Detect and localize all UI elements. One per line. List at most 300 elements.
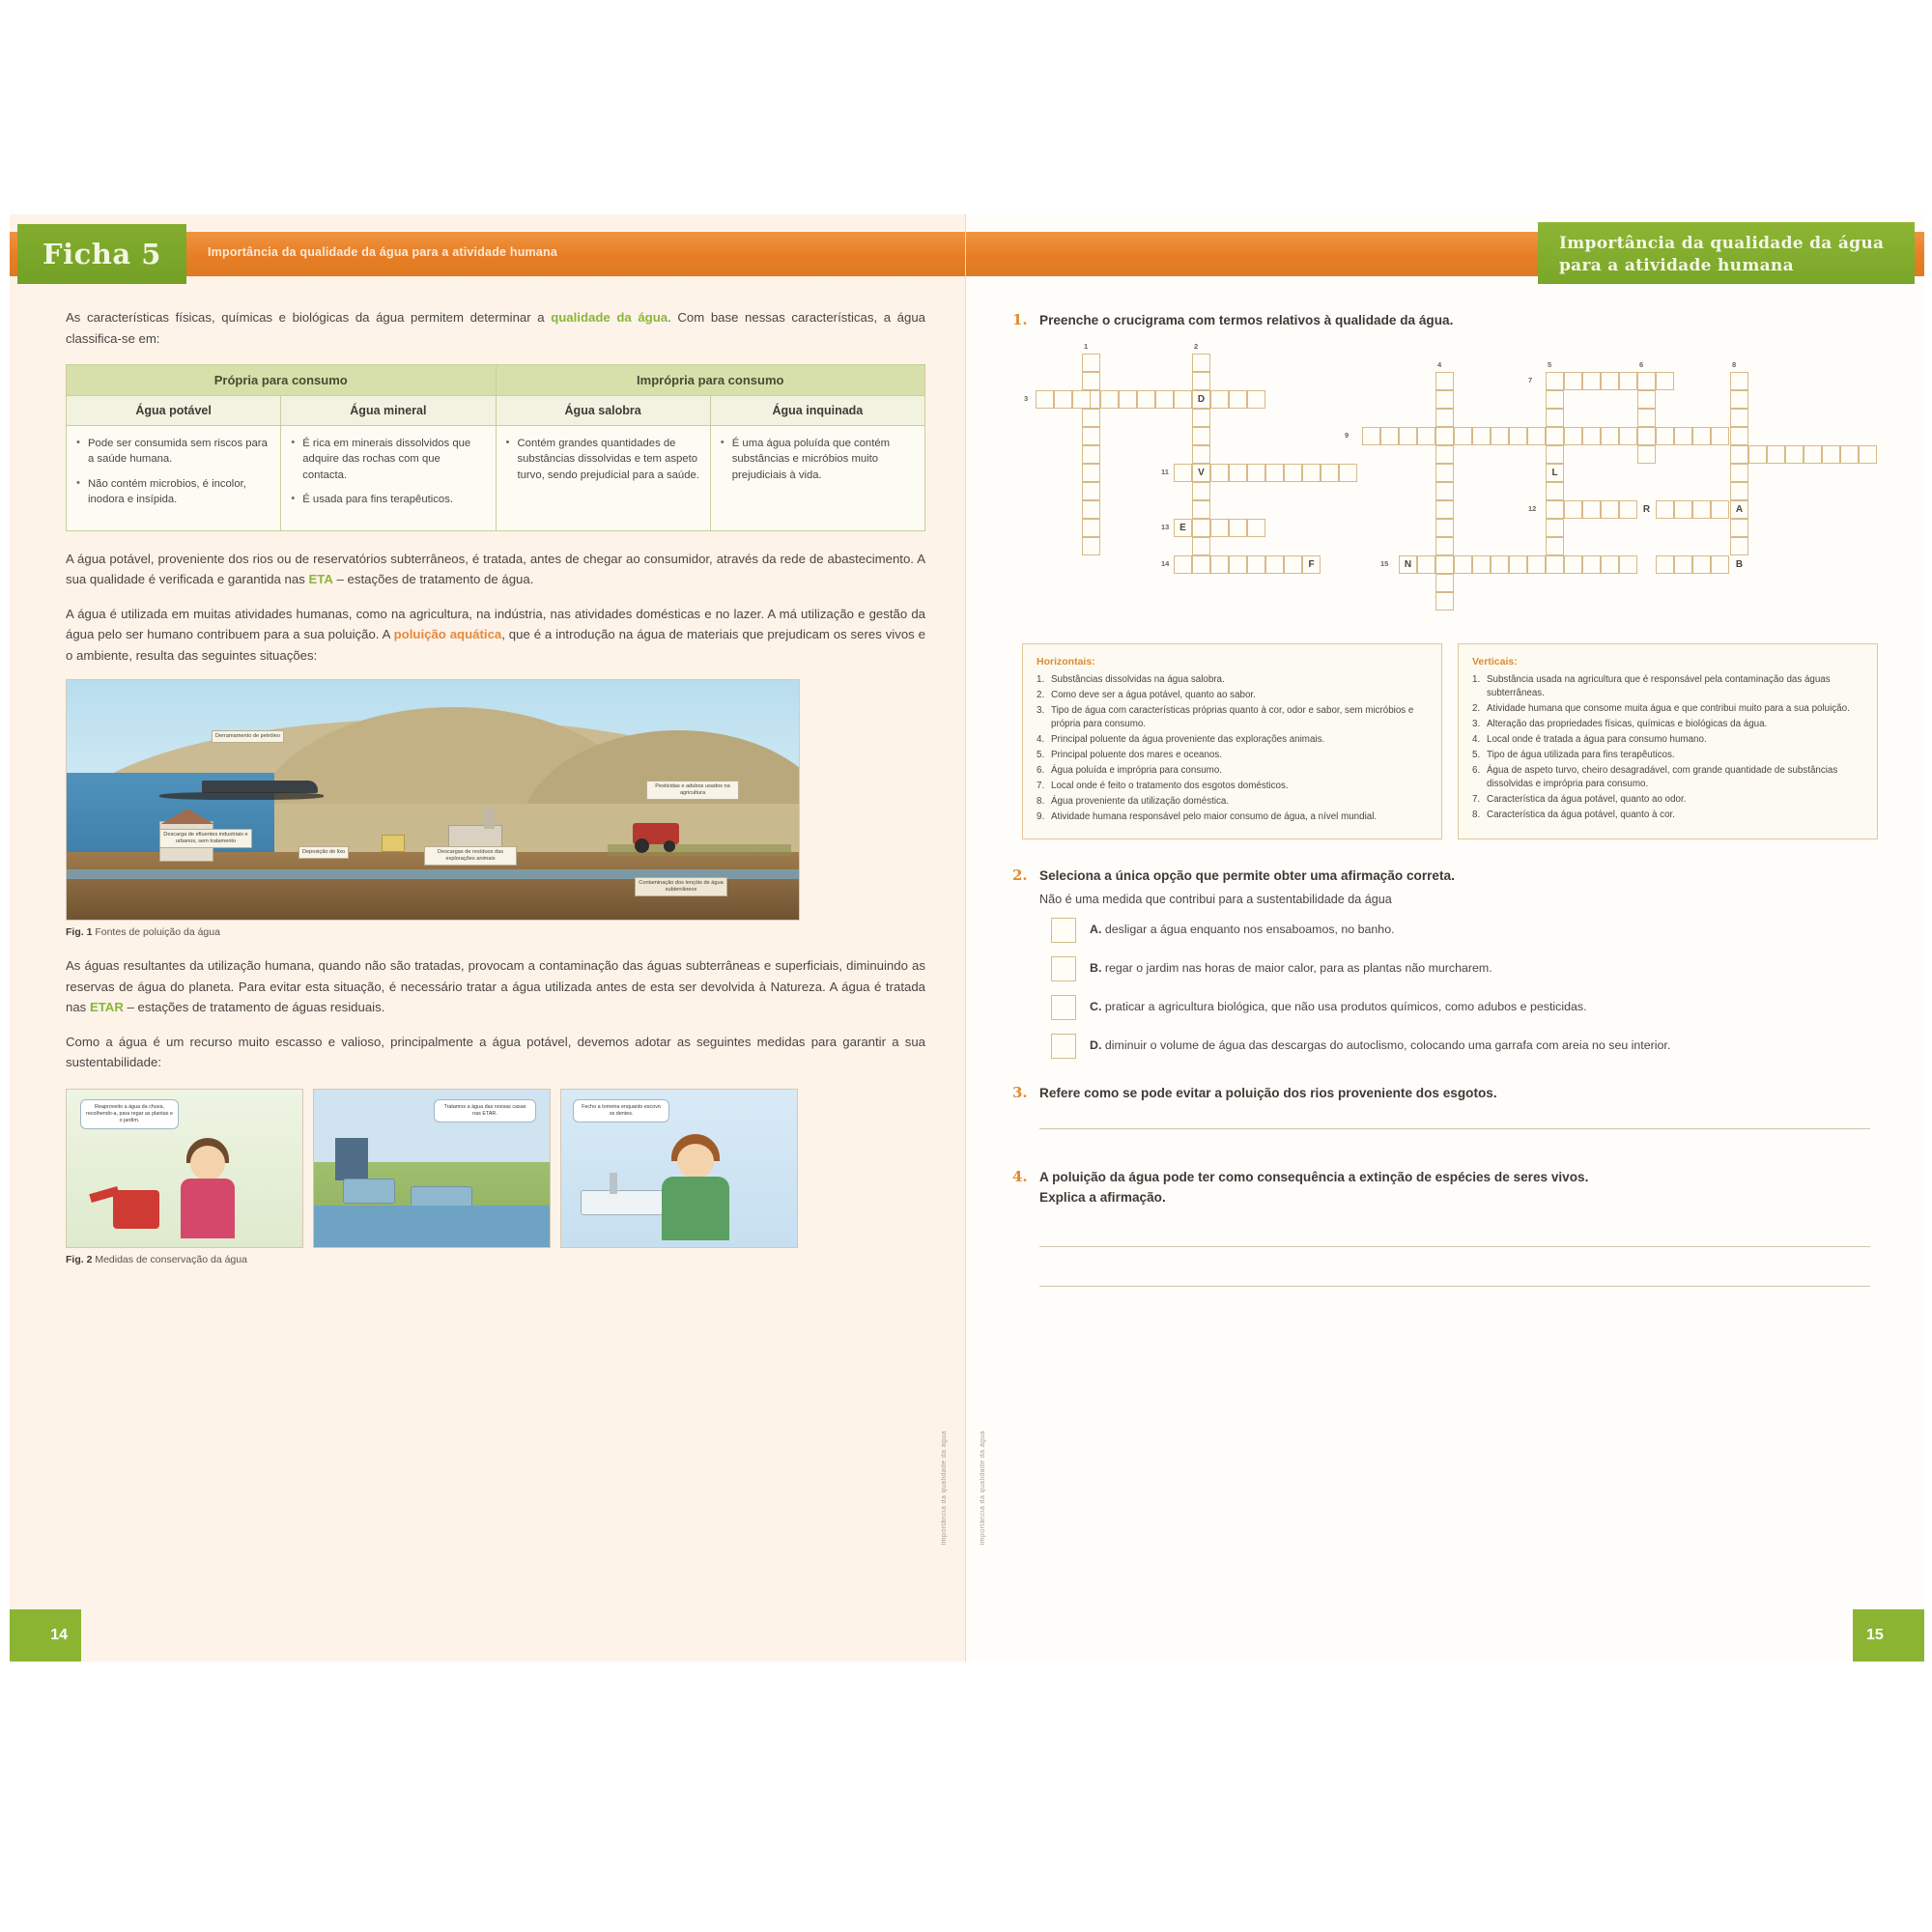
- crossword-cell[interactable]: [1546, 482, 1564, 500]
- bubble-toothbrush: Fecho a torneira enquanto escovo os dentes.: [573, 1099, 669, 1122]
- para3-highlight-poluicao: poluição aquática: [393, 627, 502, 642]
- crossword-cell[interactable]: [1582, 555, 1601, 574]
- horizontal-clue-list: [1037, 673, 1428, 823]
- clue-item: Alteração das propriedades físicas, químicas e biológicas da água.: [1487, 719, 1768, 730]
- crossword-cell[interactable]: [1730, 464, 1748, 482]
- option-a-row[interactable]: [1051, 918, 1882, 943]
- crossword-cell[interactable]: [1082, 519, 1100, 537]
- etar-tank-2-icon: [411, 1186, 472, 1208]
- crossword-cell[interactable]: [1840, 445, 1859, 464]
- figure-2-conservation-panels: [66, 1089, 800, 1248]
- right-title-line-2: para a atividade humana: [1559, 255, 1794, 275]
- crossword-cell[interactable]: [1192, 409, 1210, 427]
- crossword-cell[interactable]: [1546, 555, 1564, 574]
- crossword-cell[interactable]: [1601, 372, 1619, 390]
- crossword-cell[interactable]: [1399, 427, 1417, 445]
- crossword-cell[interactable]: [1192, 519, 1210, 537]
- clue-item: Substância usada na agricultura que é responsável pela contaminação das águas subterrâneas.: [1487, 674, 1831, 699]
- crossword-cell[interactable]: [1564, 500, 1582, 519]
- cell-mineral-item: • É usada para fins terapêuticos.: [291, 492, 485, 507]
- crossword-cell[interactable]: [1247, 464, 1265, 482]
- crossword-cell[interactable]: [1730, 409, 1748, 427]
- crossword-cell[interactable]: [1656, 555, 1674, 574]
- clue-item: Principal poluente da água proveniente das explorações animais.: [1051, 734, 1325, 746]
- option-a-checkbox[interactable]: [1051, 918, 1076, 943]
- crossword-cell[interactable]: [1546, 500, 1564, 519]
- vertical-clues-title: Verticais:: [1472, 656, 1518, 668]
- crossword-cell[interactable]: [1711, 500, 1729, 519]
- fig1-label-pesticides: Pesticidas e adubos usados na agricultura: [646, 781, 739, 800]
- crossword-clues: [1022, 643, 1882, 839]
- option-d-label: [1090, 1034, 1670, 1055]
- waste-tank-icon: [382, 835, 405, 852]
- crossword-cell[interactable]: [1546, 464, 1564, 482]
- question-4-answer-line-2[interactable]: [1039, 1286, 1870, 1287]
- crossword-cell[interactable]: [1247, 519, 1265, 537]
- para3-part1: A água é utilizada em muitas atividades humanas, como na agricultura, na indústria, nas atividades domésticas e no lazer. A má utilização e gestão da água pelo ser humano contribuem para a sua poluição. A: [66, 606, 925, 642]
- cell-inquinada-item: • É uma água poluída que contém substâncias e micróbios muito prejudiciais à vida.: [721, 436, 915, 483]
- ficha-label: Ficha 5: [43, 238, 161, 270]
- right-page: [966, 214, 1924, 1662]
- vertical-clue-list: [1472, 673, 1863, 821]
- table-body-row: [67, 426, 925, 531]
- paragraph-sustentabilidade: Como a água é um recurso muito escasso e valioso, principalmente a água potável, devemos adotar as seguintes medidas para garantir a sua sustentabilidade:: [66, 1034, 925, 1070]
- crossword-cell[interactable]: [1674, 427, 1692, 445]
- crossword-cell[interactable]: [1082, 537, 1100, 555]
- question-2-number: 2.: [1012, 867, 1028, 885]
- crossword-cell[interactable]: [1582, 372, 1601, 390]
- crossword-cell[interactable]: [1174, 464, 1192, 482]
- clue-item: Local onde é tratada a água para consumo humano.: [1487, 734, 1707, 746]
- paragraph-etar: [66, 955, 925, 1018]
- crossword-cell[interactable]: [1435, 409, 1454, 427]
- clue-item: Tipo de água com características próprias quanto à cor, odor e sabor, sem micróbios e própria para consumo.: [1051, 705, 1414, 730]
- right-page-content: [1012, 311, 1882, 1287]
- question-4-line-1: A poluição da água pode ter como consequência a extinção de espécies de seres vivos.: [1039, 1170, 1589, 1185]
- crossword-cell[interactable]: [1229, 390, 1247, 409]
- crossword-cell[interactable]: [1435, 445, 1454, 464]
- crossword-cell[interactable]: [1674, 555, 1692, 574]
- question-4-number: 4.: [1012, 1168, 1028, 1186]
- crossword-cell[interactable]: [1155, 390, 1174, 409]
- crossword-cell[interactable]: [1656, 372, 1674, 390]
- horizontal-clues-box: [1022, 643, 1442, 839]
- crossword-cell[interactable]: [1119, 390, 1137, 409]
- option-d-text: diminuir o volume de água das descargas do autoclismo, colocando uma garrafa com areia no seu interior.: [1104, 1037, 1671, 1052]
- crossword-cell[interactable]: [1417, 555, 1435, 574]
- para4-highlight-etar: ETAR: [89, 1000, 124, 1015]
- crossword-cell[interactable]: [1082, 409, 1100, 427]
- option-d-row[interactable]: [1051, 1034, 1882, 1059]
- question-3: [1012, 1084, 1882, 1103]
- crossword-cell[interactable]: [1082, 354, 1100, 372]
- question-4-text: [1039, 1168, 1588, 1208]
- crossword-cell[interactable]: [1174, 390, 1192, 409]
- fig2-cap-bold: Fig. 2: [66, 1253, 93, 1265]
- paragraph-eta: [66, 549, 925, 590]
- question-4-answer-line-1[interactable]: [1039, 1246, 1870, 1247]
- crossword-cell[interactable]: [1564, 372, 1582, 390]
- fig1-label-effluents: Descarga de efluentes industriais e urbanos, sem tratamento: [159, 829, 252, 848]
- cell-potavel: [67, 426, 281, 531]
- intro-highlight: qualidade da água: [551, 310, 668, 325]
- clue-item: Água proveniente da utilização doméstica.: [1051, 795, 1230, 807]
- option-a-text: desligar a água enquanto nos ensaboamos, no banho.: [1104, 922, 1395, 936]
- para4-part2: – estações de tratamento de águas residuais.: [123, 1000, 385, 1015]
- clue-item: Principal poluente dos mares e oceanos.: [1051, 749, 1222, 760]
- crossword-cell[interactable]: [1362, 427, 1380, 445]
- crossword-cell[interactable]: [1582, 427, 1601, 445]
- crossword-cell[interactable]: [1509, 555, 1527, 574]
- col-header-potavel: Água potável: [67, 396, 281, 426]
- group-header-impropria: Imprópria para consumo: [496, 365, 925, 396]
- question-1-number: 1.: [1012, 311, 1028, 328]
- table-group-header-row: [67, 365, 925, 396]
- crossword-cell[interactable]: [1656, 500, 1674, 519]
- crossword-cell[interactable]: [1637, 372, 1656, 390]
- crossword-cell[interactable]: [1822, 445, 1840, 464]
- crossword-cell[interactable]: [1637, 390, 1656, 409]
- crossword-cell[interactable]: [1785, 445, 1804, 464]
- crossword-cell[interactable]: [1637, 427, 1656, 445]
- crossword-cell[interactable]: [1435, 482, 1454, 500]
- crossword-cell[interactable]: [1527, 555, 1546, 574]
- crossword-cell[interactable]: [1546, 372, 1564, 390]
- crossword-cell[interactable]: [1284, 464, 1302, 482]
- cell-mineral-item: • É rica em minerais dissolvidos que adquire das rochas com que contacta.: [291, 436, 485, 483]
- crossword-cell[interactable]: [1210, 390, 1229, 409]
- fig1-label-animal-waste: Descargas de resíduos das explorações animais: [424, 846, 517, 866]
- option-d-checkbox[interactable]: [1051, 1034, 1076, 1059]
- clue-item: Atividade humana responsável pelo maior consumo de água, a nível mundial.: [1051, 810, 1378, 822]
- crossword-cell[interactable]: [1192, 464, 1210, 482]
- crossword-cell[interactable]: [1692, 555, 1711, 574]
- sink-icon: [581, 1190, 673, 1215]
- crossword-cell[interactable]: [1472, 427, 1491, 445]
- crossword-cell[interactable]: [1192, 354, 1210, 372]
- crossword-cell[interactable]: [1582, 500, 1601, 519]
- ficha-badge: [17, 224, 186, 284]
- two-page-spread: [10, 214, 1924, 1662]
- crossword-cell[interactable]: [1509, 427, 1527, 445]
- crossword-cell[interactable]: [1546, 519, 1564, 537]
- question-4-line-2: Explica a afirmação.: [1039, 1189, 1166, 1205]
- crossword-grid[interactable]: 1 2 3 D 4 5 6 7 8 9 11 V 12 R 13 E 14 F 15 N B L A: [1030, 344, 1880, 634]
- crossword-cell[interactable]: [1730, 519, 1748, 537]
- figure-1-caption: [66, 926, 925, 938]
- crossword-cell[interactable]: [1730, 445, 1748, 464]
- cell-mineral: [281, 426, 496, 531]
- group-header-propria: Própria para consumo: [67, 365, 497, 396]
- para3-part2: , que é a introdução na água de materiais que prejudicam os seres vivos e o ambiente, resulta das seguintes situações:: [66, 627, 925, 663]
- crossword-cell[interactable]: [1192, 427, 1210, 445]
- crossword-cell[interactable]: [1435, 500, 1454, 519]
- question-1-text: Preenche o crucigrama com termos relativos à qualidade da água.: [1039, 313, 1454, 327]
- crossword-cell[interactable]: [1284, 555, 1302, 574]
- page-number-left: 14: [10, 1609, 81, 1662]
- crossword-cell[interactable]: [1601, 427, 1619, 445]
- etar-tank-1-icon: [343, 1179, 395, 1204]
- crossword-cell[interactable]: [1054, 390, 1072, 409]
- crossword-cell[interactable]: [1767, 445, 1785, 464]
- crossword-cell[interactable]: [1546, 390, 1564, 409]
- girl-body: [181, 1179, 235, 1238]
- crossword-cell[interactable]: [1082, 445, 1100, 464]
- crossword-cell[interactable]: [1229, 555, 1247, 574]
- crossword-prefilled-letter: V: [1198, 468, 1205, 479]
- crossword-cell[interactable]: [1859, 445, 1877, 464]
- crossword-cell[interactable]: [1546, 427, 1564, 445]
- crossword-cell[interactable]: [1619, 555, 1637, 574]
- crossword-cell[interactable]: [1692, 427, 1711, 445]
- crossword-cell[interactable]: [1302, 555, 1321, 574]
- question-1: [1012, 311, 1882, 330]
- left-side-credit: Importância da qualidade da água: [941, 1431, 948, 1546]
- crossword-cell[interactable]: [1082, 372, 1100, 390]
- watering-can-icon: [113, 1190, 159, 1229]
- para2-part1: A água potável, proveniente dos rios ou de reservatórios subterrâneos, é tratada, antes de chegar ao consumidor, através da rede de abastecimento. A sua qualidade é verificada e garantida nas: [66, 551, 925, 587]
- crossword-cell[interactable]: [1601, 500, 1619, 519]
- para2-highlight-eta: ETA: [308, 572, 333, 587]
- para2-part2: – estações de tratamento de água.: [332, 572, 534, 587]
- panel-toothbrush: [560, 1089, 798, 1248]
- fig1-label-groundwater: Contaminação dos lençóis de água subterrâneos: [635, 877, 727, 896]
- intro-part2: . Com base nessas características, a água classifica-se em:: [66, 310, 925, 346]
- crossword-cell[interactable]: [1527, 427, 1546, 445]
- crossword-cell[interactable]: [1435, 519, 1454, 537]
- crossword-cell[interactable]: [1192, 445, 1210, 464]
- crossword-prefilled-letter: N: [1404, 559, 1412, 571]
- question-4: [1012, 1168, 1882, 1208]
- option-c-letter: C.: [1090, 999, 1102, 1013]
- crossword-prefilled-letter: F: [1308, 559, 1315, 571]
- crossword-cell[interactable]: [1321, 464, 1339, 482]
- fig1-cap-text: Fontes de poluição da água: [92, 926, 220, 939]
- crossword-prefilled-letter: A: [1735, 504, 1744, 516]
- crossword-prefilled-letter: R: [1642, 504, 1651, 516]
- cell-potavel-item: • Pode ser consumida sem riscos para a saúde humana.: [76, 436, 270, 468]
- left-page: [10, 214, 966, 1662]
- clue-item: Tipo de água utilizada para fins terapêuticos.: [1487, 749, 1675, 760]
- crossword-cell[interactable]: [1435, 464, 1454, 482]
- right-header-title: [1538, 222, 1915, 284]
- panel-etar: [313, 1089, 551, 1248]
- option-c-label: [1090, 995, 1587, 1016]
- crossword-cell[interactable]: [1192, 555, 1210, 574]
- bubble-rainwater: Reaproveito a água da chuva, recolhendo-a, para regar as plantas e o jardim.: [80, 1099, 179, 1129]
- question-3-number: 3.: [1012, 1083, 1028, 1101]
- crossword-cell[interactable]: [1174, 555, 1192, 574]
- clue-item: Água poluída e imprópria para consumo.: [1051, 764, 1222, 776]
- table-column-header-row: [67, 396, 925, 426]
- option-a-label: [1090, 918, 1395, 939]
- crossword-cell[interactable]: [1711, 427, 1729, 445]
- cell-inquinada: [710, 426, 924, 531]
- crossword-cell[interactable]: [1435, 390, 1454, 409]
- clue-item: Substâncias dissolvidas na água salobra.: [1051, 674, 1225, 686]
- crossword-cell[interactable]: [1546, 409, 1564, 427]
- crossword-cell[interactable]: [1082, 464, 1100, 482]
- figure-2-caption: [66, 1254, 925, 1265]
- boy-head: [677, 1144, 714, 1179]
- crossword-cell[interactable]: [1730, 537, 1748, 555]
- option-b-text: regar o jardim nas horas de maior calor, para as plantas não murcharem.: [1104, 960, 1492, 975]
- clue-item: Água de aspeto turvo, cheiro desagradável, com grande quantidade de substâncias dissolvidas e imprópria para consumo.: [1487, 764, 1838, 789]
- crossword-cell[interactable]: [1637, 445, 1656, 464]
- col-header-inquinada: Água inquinada: [710, 396, 924, 426]
- crossword-cell[interactable]: [1730, 482, 1748, 500]
- col-header-salobra: Água salobra: [496, 396, 710, 426]
- option-c-row[interactable]: [1051, 995, 1882, 1020]
- crossword-cell[interactable]: [1454, 555, 1472, 574]
- crossword-cell[interactable]: [1210, 555, 1229, 574]
- crossword-cell[interactable]: [1546, 445, 1564, 464]
- crossword-cell[interactable]: [1711, 555, 1729, 574]
- crossword-cell[interactable]: [1192, 537, 1210, 555]
- crossword-prefilled-letter: B: [1735, 559, 1744, 571]
- water-classification-table: [66, 364, 925, 531]
- crossword-cell[interactable]: [1082, 427, 1100, 445]
- crossword-cell[interactable]: [1339, 464, 1357, 482]
- crossword-cell[interactable]: [1192, 390, 1210, 409]
- fig2-cap-text: Medidas de conservação da água: [92, 1253, 247, 1265]
- crossword-cell[interactable]: [1302, 464, 1321, 482]
- crossword-cell[interactable]: [1435, 592, 1454, 611]
- crossword-cell[interactable]: [1247, 555, 1265, 574]
- cell-salobra-item: • Contém grandes quantidades de substâncias dissolvidas e tem aspeto turvo, sendo prejudicial para a saúde.: [506, 436, 700, 483]
- option-b-letter: B.: [1090, 960, 1102, 975]
- bubble-etar: Tratamos a água das nossas casas nas ETAR.: [434, 1099, 536, 1122]
- question-2-subtext: Não é uma medida que contribui para a sustentabilidade da água: [1039, 892, 1392, 906]
- para4-part1: As águas resultantes da utilização humana, quando não são tratadas, provocam a contaminação das águas subterrâneas e superficiais, diminuindo as reservas de água do planeta. Para evitar esta situação, é necessário tratar a água utilizada antes de esta ser devolvida à Natureza. A água é tratada nas: [66, 958, 925, 1015]
- crossword-cell[interactable]: [1229, 519, 1247, 537]
- crossword-cell[interactable]: [1380, 427, 1399, 445]
- crossword-cell[interactable]: [1804, 445, 1822, 464]
- figure-1-pollution-landscape: [66, 679, 800, 921]
- boy-body: [662, 1177, 729, 1240]
- crossword-cell[interactable]: [1192, 500, 1210, 519]
- crossword-cell[interactable]: [1491, 555, 1509, 574]
- crossword-cell[interactable]: [1601, 555, 1619, 574]
- crossword-cell[interactable]: [1100, 390, 1119, 409]
- option-d-letter: D.: [1090, 1037, 1102, 1052]
- tractor-wheel-front: [664, 840, 675, 852]
- cell-potavel-item: • Não contém microbios, é incolor, inodora e insípida.: [76, 476, 270, 508]
- fig1-label-oil: Derramamento de petróleo: [212, 730, 284, 743]
- option-b-row[interactable]: [1051, 956, 1882, 981]
- crossword-cell[interactable]: [1210, 519, 1229, 537]
- crossword-cell[interactable]: [1417, 427, 1435, 445]
- option-c-text: praticar a agricultura biológica, que não usa produtos químicos, como adubos e pesticidas.: [1104, 999, 1587, 1013]
- crossword-cell[interactable]: [1472, 555, 1491, 574]
- crossword-cell[interactable]: [1082, 500, 1100, 519]
- crossword-cell[interactable]: [1748, 445, 1767, 464]
- crossword-cell[interactable]: [1546, 537, 1564, 555]
- ficha-subtitle: Importância da qualidade da água para a atividade humana: [208, 245, 557, 259]
- crossword-prefilled-letter: D: [1197, 394, 1206, 406]
- girl-head: [190, 1146, 225, 1180]
- factory-chimney-icon: [484, 808, 495, 829]
- question-2-text: Seleciona a única opção que permite obter uma afirmação correta.: [1039, 868, 1455, 884]
- cell-salobra: [496, 426, 710, 531]
- oil-slick: [159, 792, 324, 800]
- crossword-cell[interactable]: [1265, 464, 1284, 482]
- crossword-cell[interactable]: [1229, 464, 1247, 482]
- fig1-label-garbage: Deposição de lixo: [298, 846, 349, 859]
- crossword-cell[interactable]: [1036, 390, 1054, 409]
- crossword-cell[interactable]: [1454, 427, 1472, 445]
- question-2: [1012, 867, 1882, 886]
- crossword-cell[interactable]: [1730, 390, 1748, 409]
- right-side-credit: Importância da qualidade da água: [980, 1431, 986, 1546]
- crossword-cell[interactable]: [1137, 390, 1155, 409]
- crossword-cell[interactable]: [1210, 464, 1229, 482]
- vertical-clues-box: [1458, 643, 1878, 839]
- crossword-cell[interactable]: [1730, 427, 1748, 445]
- question-3-answer-line[interactable]: [1039, 1128, 1870, 1129]
- crossword-cell[interactable]: [1082, 482, 1100, 500]
- crossword-cell[interactable]: [1656, 427, 1674, 445]
- crossword-cell[interactable]: [1491, 427, 1509, 445]
- clue-item: Característica da água potável, quanto ao odor.: [1487, 793, 1687, 805]
- intro-paragraph: [66, 307, 925, 349]
- crossword-cell[interactable]: [1435, 574, 1454, 592]
- option-c-checkbox[interactable]: [1051, 995, 1076, 1020]
- right-title-line-1: Importância da qualidade da água: [1559, 234, 1885, 253]
- crossword-cell[interactable]: [1730, 500, 1748, 519]
- option-b-checkbox[interactable]: [1051, 956, 1076, 981]
- clue-item: Característica da água potável, quanto à cor.: [1487, 809, 1675, 820]
- option-b-label: [1090, 956, 1492, 978]
- panel-rainwater: [66, 1089, 303, 1248]
- crossword-cell[interactable]: [1692, 500, 1711, 519]
- fig1-cap-bold: Fig. 1: [66, 926, 93, 939]
- crossword-cell[interactable]: [1072, 390, 1091, 409]
- crossword-cell[interactable]: [1435, 537, 1454, 555]
- page-number-right: 15: [1853, 1609, 1924, 1662]
- crossword-cell[interactable]: [1192, 482, 1210, 500]
- crossword-cell[interactable]: [1435, 555, 1454, 574]
- horizontal-clues-title: Horizontais:: [1037, 656, 1095, 668]
- crossword-cell[interactable]: [1192, 372, 1210, 390]
- crossword-prefilled-letter: E: [1179, 523, 1186, 534]
- crossword-cell[interactable]: [1619, 427, 1637, 445]
- clue-item: Atividade humana que consome muita água e que contribui muito para a sua poluição.: [1487, 703, 1850, 715]
- crossword-cell[interactable]: [1730, 372, 1748, 390]
- clue-item: Local onde é feito o tratamento dos esgotos domésticos.: [1051, 780, 1289, 791]
- question-3-text: Refere como se pode evitar a poluição dos rios proveniente dos esgotos.: [1039, 1085, 1497, 1100]
- crossword-cell[interactable]: [1435, 427, 1454, 445]
- etar-water-body: [314, 1206, 550, 1248]
- crossword-cell[interactable]: [1564, 555, 1582, 574]
- crossword-cell[interactable]: [1674, 500, 1692, 519]
- crossword-cell[interactable]: [1564, 427, 1582, 445]
- crossword-cell[interactable]: [1637, 409, 1656, 427]
- crossword-cell[interactable]: [1619, 372, 1637, 390]
- crossword-cell[interactable]: [1619, 500, 1637, 519]
- clue-item: Como deve ser a água potável, quanto ao sabor.: [1051, 690, 1256, 701]
- left-page-content: [66, 307, 925, 1265]
- crossword-cell[interactable]: [1265, 555, 1284, 574]
- option-a-letter: A.: [1090, 922, 1102, 936]
- paragraph-poluicao: [66, 604, 925, 667]
- crossword-cell[interactable]: [1247, 390, 1265, 409]
- crossword-cell[interactable]: [1435, 372, 1454, 390]
- col-header-mineral: Água mineral: [281, 396, 496, 426]
- crossword-prefilled-letter: L: [1551, 468, 1558, 479]
- crossword-cell[interactable]: [1174, 519, 1192, 537]
- crossword-cell[interactable]: [1399, 555, 1417, 574]
